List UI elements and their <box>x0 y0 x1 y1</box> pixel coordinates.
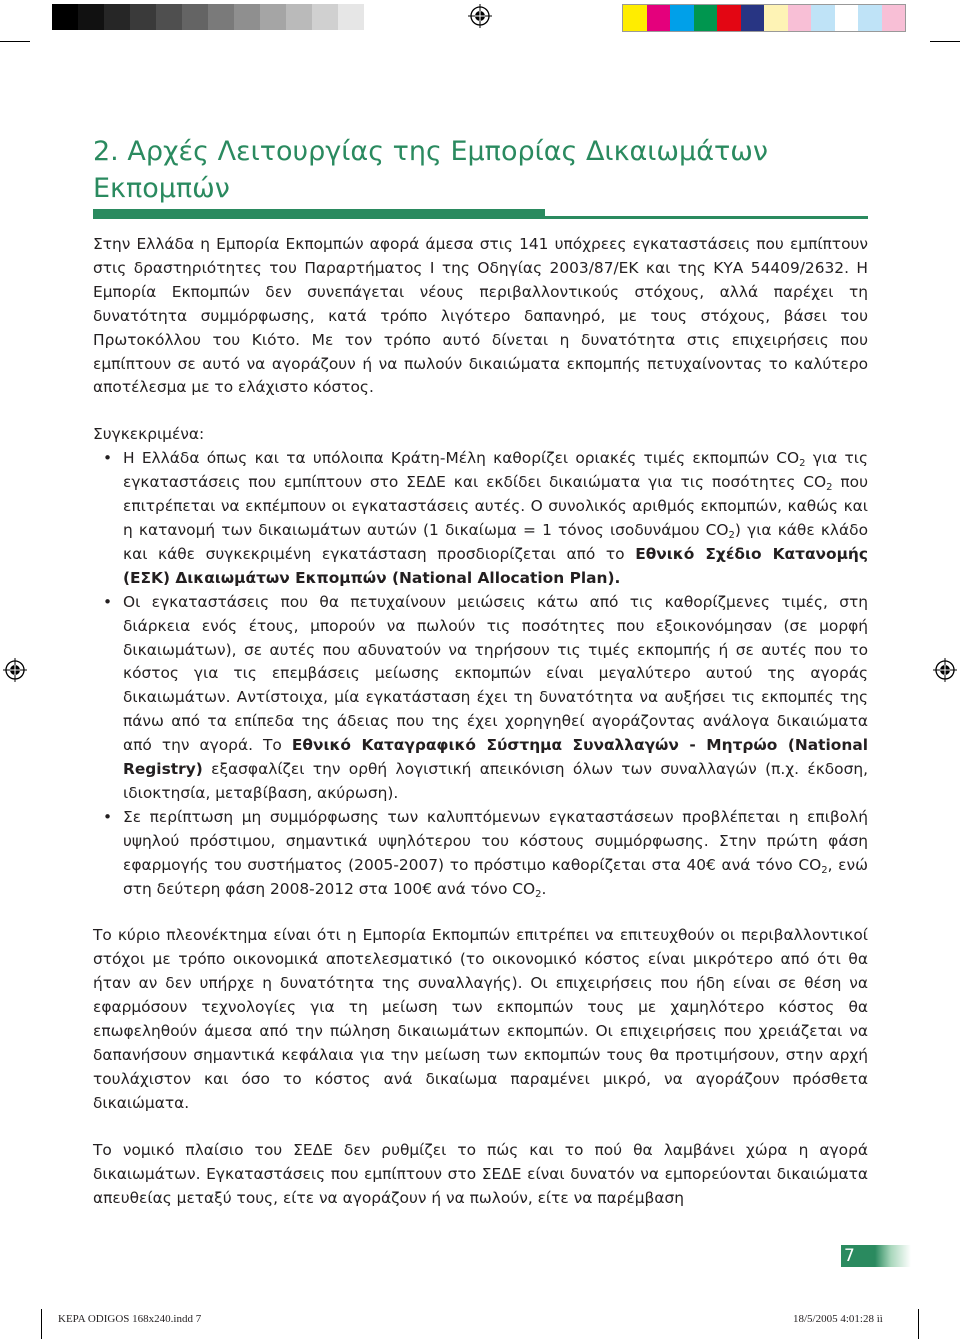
gray-swatch <box>78 4 104 30</box>
gray-swatch <box>312 4 338 30</box>
registration-mark-icon <box>933 658 957 682</box>
gray-swatch <box>234 4 260 30</box>
gray-swatch <box>182 4 208 30</box>
gray-swatch <box>52 4 78 30</box>
color-swatch <box>717 5 741 31</box>
page-number: 7 <box>844 1246 855 1266</box>
bullet-list <box>93 447 868 901</box>
gray-swatch <box>130 4 156 30</box>
color-calibration-strip <box>622 4 906 32</box>
color-swatch <box>694 5 718 31</box>
list-item: • Οι εγκαταστάσεις που θα πετυχαίνουν μειώσεις κάτω από τις καθορίζμενες τιμές, στη διάρκεια ενός έτους, μπορούν να πωλούν τις ποσότητες που εξοικονόμησαν (σε μορφή δικαιωμάτων), σε αυτές που αδυνατούν να τηρήσουν τις τιμές εκπομπής ή σε αυτές που το κόστος για τις επεμβάσεις μείωσης εκπομπών είναι μεγαλύτερο αυτού της αγοράς δικαιωμάτων. Αντίστοιχα, μία εγκατάσταση έχει τη δυνατότητα να αυξήσει τις εκπομπές της πάνω από τα επίπεδα της άδειας που της έχει χορηγηθεί αγοράζοντας ανάλογα δικαιώματα από την αγορά. Το Εθνικό Καταγραφικό Σύστημα Συναλλαγών - Μητρώο (National Registry) εξασφαλίζει την ορθή λογιστική απεικόνιση όλων των συναλλαγών (π.χ. έκδοση, ιδιοκτησία, μεταβίβαση, ακύρωση). <box>93 591 868 806</box>
crop-mark <box>41 1309 42 1339</box>
bold-term: Εθνικό Σχέδιο Κατανομής (ΕΣΚ) Δικαιωμάτων Εκπομπών (National Allocation Plan). <box>123 544 868 587</box>
paragraph-intro: Στην Ελλάδα η Εμπορία Εκπομπών αφορά άμεσα στις 141 υπόχρεες εγκαταστάσεις που εμπίπτουν στις δραστηριότητες του Παραρτήματος Ι της Οδηγίας 2003/87/ΕΚ και της ΚΥΑ 54409/2632. Η Εμπορία Εκπομπών δεν συνεπάγεται νέους περιβαλλοντικούς στόχους, αλλά παρέχει τη δυνατότητα συμμόρφωσης, κατά τρόπο λιγότερο δαπανηρό, με τους στόχους, βάσει του Πρωτοκόλλου του Κιότο. Με τον τρόπο αυτό δίνεται η δυνατότητα στις επιχειρήσεις που εμπίπτουν σε αυτό να αγοράζουν ή να πωλούν δικαιώματα εκπομπής πετυχαίνοντας το καλύτερο αποτέλεσμα με το ελάχιστο κόστος. <box>93 235 868 397</box>
color-swatch <box>788 5 812 31</box>
crop-mark <box>918 1309 919 1339</box>
paragraph-advantage: Το κύριο πλεονέκτημα είναι ότι η Εμπορία Εκπομπών επιτρέπει να επιτευχθούν οι περιβαλλοντικοί στόχοι με τρόπο οικονομικά αποτελεσματικό (το οικονομικό κόστος είναι μικρότερο από ότι θα ήταν αν δεν υπήρχε η δυνατότητα της συναλλαγής). Οι επιχειρήσεις που ήδη είναι σε θέση να εφαρμόσουν τεχνολογίες για τη μείωση των εκπομπών τους με χαμηλότερο κόστος θα επωφεληθούν άμεσα από την πώληση δικαιωμάτων εκπομπών. Οι επιχειρήσεις που χρειάζεται να δαπανήσουν σημαντικά κεφάλαια για την μείωση των εκπομπών τους θα προτιμήσουν, στην αρχή τουλάχιστον και όσο το κόστος ανά δικαίωμα παραμένει μικρό, να αγοράζουν πρόσθετα δικαιώματα. <box>93 926 868 1112</box>
list-item: • Η Ελλάδα όπως και τα υπόλοιπα Κράτη-Μέλη καθορίζει οριακές τιμές εκπομπών $CO_2$ για τις εγκαταστάσεις που εμπίπτουν στο ΣΕΔΕ και εκδίδει δικαιώματα για τις ποσότητες $CO_2$ που επιτρέπεται να εκπέμπουν οι εγκαταστάσεις αυτές. Ο συνολικός αριθμός εκπομπών, καθώς και η κατανομή των δικαιωμάτων αυτών (1 δικαίωμα = 1 τόνος ισοδυνάμου $CO_2$) για κάθε κλάδο και κάθε συγκεκριμένη εγκατάσταση προσδιορίζεται από το Εθνικό Σχέδιο Κατανομής (ΕΣΚ) Δικαιωμάτων Εκπομπών (National Allocation Plan). <box>93 447 868 590</box>
registration-mark-icon <box>3 658 27 682</box>
color-swatch <box>647 5 671 31</box>
color-swatch <box>882 5 906 31</box>
grayscale-calibration-strip <box>52 4 364 30</box>
gray-swatch <box>208 4 234 30</box>
page-number-badge <box>841 1245 911 1267</box>
gray-swatch <box>338 4 364 30</box>
crop-mark <box>0 41 30 42</box>
heading-rule-thin <box>545 216 868 219</box>
slug-filename: KEPA ODIGOS 168x240.indd 7 <box>58 1313 202 1325</box>
color-swatch <box>764 5 788 31</box>
color-swatch <box>835 5 859 31</box>
crop-mark <box>930 41 960 42</box>
gray-swatch <box>104 4 130 30</box>
gray-swatch <box>156 4 182 30</box>
list-item: • Σε περίπτωση μη συμμόρφωσης των καλυπτόμενων εγκαταστάσεων προβλέπεται η επιβολή υψηλού πρόστιμου, σημαντικά υψηλότερου του κόστους συμμόρφωσης. Στην πρώτη φάση εφαρμογής του συστήματος (2005-2007) το πρόστιμο καθορίζεται στα 40€ ανά τόνο $CO_2$, ενώ στη δεύτερη φάση 2008-2012 στα 100€ ανά τόνο $CO_2$. <box>93 806 868 902</box>
gray-swatch <box>260 4 286 30</box>
color-swatch <box>858 5 882 31</box>
color-swatch <box>811 5 835 31</box>
slug-date: 18/5/2005 4:01:28 ìì <box>793 1313 883 1325</box>
gray-swatch <box>286 4 312 30</box>
page-title: 2. Αρχές Λειτουργίας της Εμπορίας Δικαιωμάτων Εκπομπών <box>93 136 768 204</box>
registration-mark-icon <box>468 4 492 28</box>
heading-rule <box>93 209 868 219</box>
paragraph-lead: Συγκεκριμένα: <box>93 425 205 444</box>
color-swatch <box>623 5 647 31</box>
bold-term: Εθνικό Καταγραφικό Σύστημα Συναλλαγών - Μητρώο (National Registry) <box>123 736 868 779</box>
heading-rule-thick <box>93 209 545 219</box>
color-swatch <box>741 5 765 31</box>
body-text <box>93 233 868 1233</box>
color-swatch <box>670 5 694 31</box>
paragraph-legal: Το νομικό πλαίσιο του ΣΕΔΕ δεν ρυθμίζει το πώς και το πού θα λαμβάνει χώρα η αγορά δικαιωμάτων. Εγκαταστάσεις που εμπίπτουν στο ΣΕΔΕ είναι δυνατόν να εμπορεύονται δικαιώματα απευθείας μεταξύ τους, είτε να αγοράζουν ή να πωλούν, είτε να παρέμβαση <box>93 1140 868 1207</box>
